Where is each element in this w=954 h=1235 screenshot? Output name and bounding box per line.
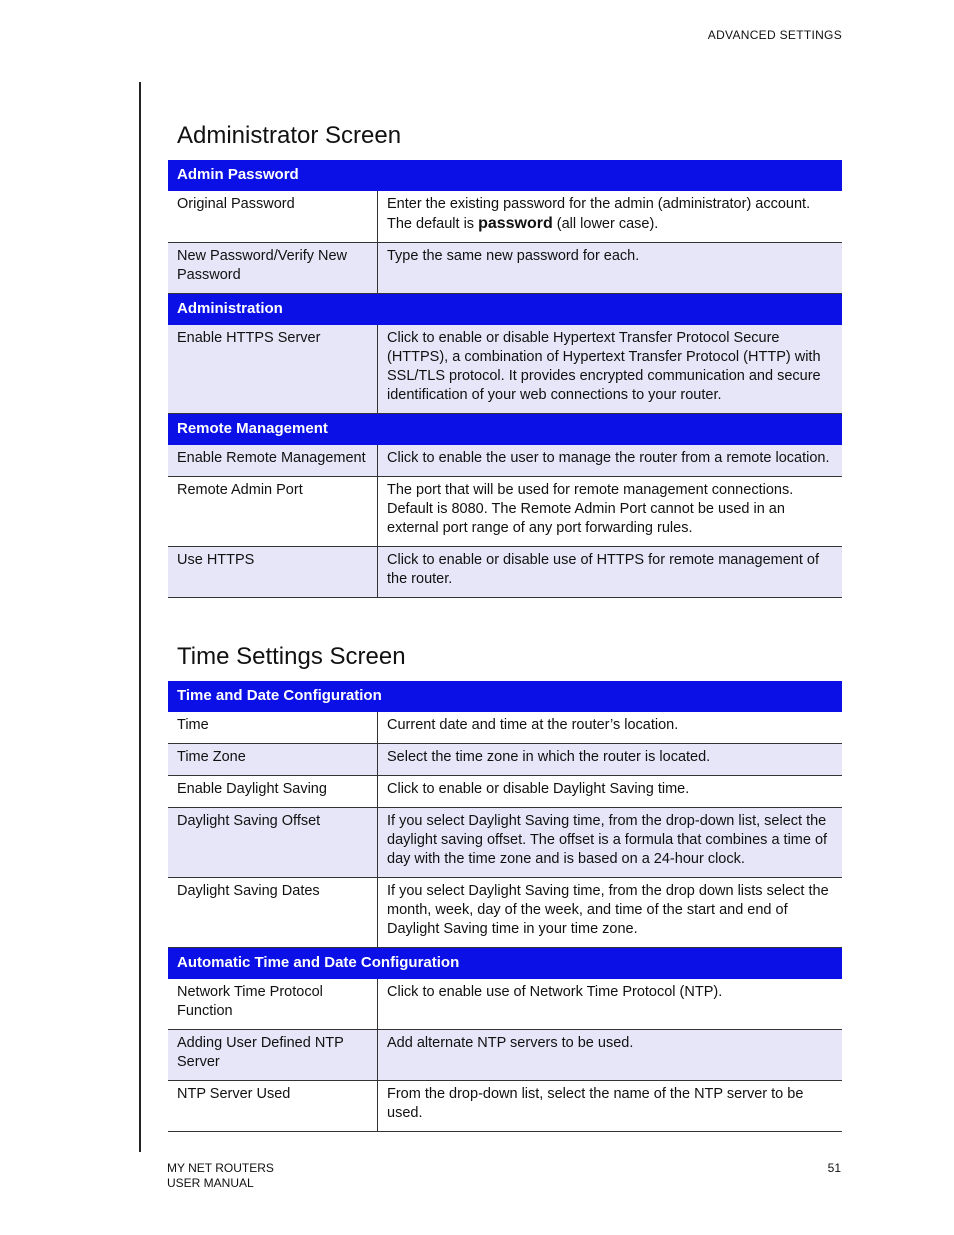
table-row: [168, 712, 842, 744]
row-description: The port that will be used for remote management connections. Default is 8080. The Remote Admin Port cannot be used in an external port range of any port forwarding rules.: [378, 477, 843, 547]
description-text: (all lower case).: [552, 216, 659, 232]
footer-product-name: MY NET ROUTERS: [167, 1161, 274, 1175]
row-description: Click to enable or disable Hypertext Transfer Protocol Secure (HTTPS), a combination of Hypertext Transfer Protocol (HTTP) with SSL/TLS protocol. It provides encrypted communication and secure identification of your web connections to your router.: [378, 325, 843, 414]
table-row: [168, 445, 842, 477]
group-heading: Automatic Time and Date Configuration: [168, 948, 842, 979]
row-description: Click to enable use of Network Time Protocol (NTP).: [378, 979, 843, 1030]
table-row: [168, 1030, 842, 1081]
table-row: [168, 547, 842, 598]
row-label: Enable HTTPS Server: [168, 325, 378, 414]
row-label: Daylight Saving Offset: [168, 808, 378, 878]
group-heading: Time and Date Configuration: [168, 681, 842, 712]
footer-product: [167, 1161, 274, 1191]
table-row: [168, 744, 842, 776]
row-label: Network Time Protocol Function: [168, 979, 378, 1030]
footer-manual-name: USER MANUAL: [167, 1176, 254, 1190]
table-row: [168, 878, 842, 948]
row-description: Current date and time at the router’s location.: [378, 712, 843, 744]
row-label: Time Zone: [168, 744, 378, 776]
row-description: Type the same new password for each.: [378, 243, 843, 294]
row-description: Select the time zone in which the router is located.: [378, 744, 843, 776]
table-row: [168, 808, 842, 878]
time-settings-screen-title: Time Settings Screen: [177, 643, 406, 670]
row-label: Daylight Saving Dates: [168, 878, 378, 948]
row-description: Click to enable the user to manage the router from a remote location.: [378, 445, 843, 477]
table-row: [168, 325, 842, 414]
administrator-table: [168, 160, 842, 598]
group-header-admin-password: [168, 160, 842, 191]
time-settings-table: [168, 681, 842, 1132]
row-label: Time: [168, 712, 378, 744]
row-label: Original Password: [168, 191, 378, 243]
description-text: Enter the existing password for the admin (administrator) account. The default is: [387, 196, 811, 232]
group-header-remote-management: [168, 414, 842, 445]
row-description: If you select Daylight Saving time, from the drop-down list, select the daylight saving offset. The offset is a formula that combines a time of day with the time zone and is based on a 24-hour clock.: [378, 808, 843, 878]
group-header-administration: [168, 294, 842, 325]
row-description: If you select Daylight Saving time, from the drop down lists select the month, week, day of the week, and time of the start and end of Daylight Saving time in your time zone.: [378, 878, 843, 948]
group-heading: Admin Password: [168, 160, 842, 191]
row-description: From the drop-down list, select the name of the NTP server to be used.: [378, 1081, 843, 1132]
row-label: Remote Admin Port: [168, 477, 378, 547]
table-row: [168, 243, 842, 294]
left-margin-rule: [139, 82, 141, 1152]
row-description: [378, 191, 843, 243]
page-number: 51: [827, 1161, 841, 1175]
row-description: Add alternate NTP servers to be used.: [378, 1030, 843, 1081]
row-label: Enable Daylight Saving: [168, 776, 378, 808]
row-description: Click to enable or disable use of HTTPS for remote management of the router.: [378, 547, 843, 598]
group-heading: Remote Management: [168, 414, 842, 445]
table-row: [168, 1081, 842, 1132]
table-row: [168, 477, 842, 547]
group-header-automatic-time-date: [168, 948, 842, 979]
table-row: [168, 979, 842, 1030]
default-password-term: password: [478, 215, 553, 232]
running-header: ADVANCED SETTINGS: [707, 28, 842, 42]
row-label: Adding User Defined NTP Server: [168, 1030, 378, 1081]
row-label: NTP Server Used: [168, 1081, 378, 1132]
row-label: Enable Remote Management: [168, 445, 378, 477]
row-label: New Password/Verify New Password: [168, 243, 378, 294]
row-description: Click to enable or disable Daylight Saving time.: [378, 776, 843, 808]
table-row: [168, 776, 842, 808]
table-row: [168, 191, 842, 243]
administrator-screen-title: Administrator Screen: [177, 122, 402, 149]
group-heading: Administration: [168, 294, 842, 325]
row-label: Use HTTPS: [168, 547, 378, 598]
group-header-time-date-config: [168, 681, 842, 712]
